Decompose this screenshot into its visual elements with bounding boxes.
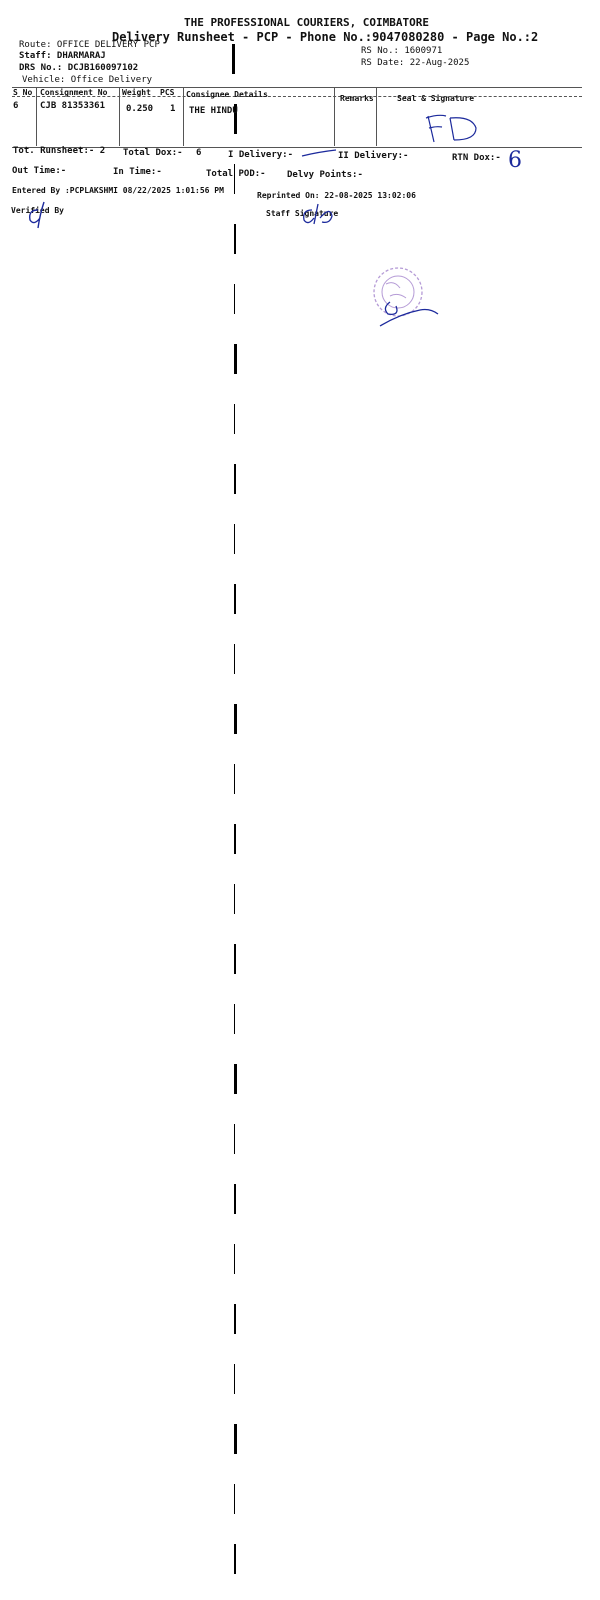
cell-pcs: 1 — [170, 104, 176, 114]
vehicle-label: Vehicle: Office Delivery — [22, 75, 153, 85]
runsheet-subtitle: Delivery Runsheet - PCP - Phone No.:9047080280 - Page No.:2 — [112, 30, 539, 44]
verified-signature — [22, 198, 58, 230]
column-header: Remarks — [340, 94, 374, 103]
ii-delivery-label: II Delivery:- — [338, 151, 409, 161]
rtn-dox-label: RTN Dox:- — [452, 153, 501, 163]
column-header: Seal & Signature — [397, 94, 475, 103]
pen-stroke — [300, 148, 340, 158]
cell-consignee: THE HINDU — [189, 106, 238, 116]
route-label: Route: OFFICE DELIVERY PCP — [19, 40, 160, 50]
staff-signature-mark — [298, 200, 342, 230]
col-divider — [119, 88, 120, 146]
col-divider — [36, 88, 37, 146]
company-name: THE PROFESSIONAL COURIERS, COIMBATORE — [184, 16, 430, 29]
cell-consignment: CJB 81353361 — [40, 101, 106, 111]
delivery-points-label: Delvy Points:- — [287, 170, 363, 180]
col-divider — [334, 88, 335, 146]
col-divider — [376, 88, 377, 146]
i-delivery-label: I Delivery:- — [228, 150, 294, 160]
in-time-label: In Time:- — [113, 167, 162, 177]
column-header: Consignment No — [40, 88, 108, 97]
seal-stamp — [360, 262, 450, 352]
total-dox-label: Total Dox:- — [123, 148, 183, 158]
verified-by: Verified By — [11, 206, 64, 215]
staff-signature-label: Staff Signature — [266, 209, 339, 218]
staff-label: Staff: DHARMARAJ — [19, 51, 106, 61]
cell-sno: 6 — [13, 101, 19, 111]
column-header: S No — [13, 88, 33, 97]
handwritten-signature — [420, 112, 490, 148]
rtn-handwritten-value: 6 — [508, 148, 522, 173]
total-pod-label: Total POD:- — [206, 169, 266, 179]
col-divider — [183, 88, 184, 146]
column-header: Consignee Details — [186, 90, 268, 99]
reprinted-on: Reprinted On: 22-08-2025 13:02:06 — [257, 191, 416, 200]
total-runsheet: Tot. Runsheet:- 2 — [13, 146, 106, 156]
total-dox-value: 6 — [196, 148, 202, 158]
cell-weight: 0.250 — [126, 104, 154, 114]
rs-date: RS Date: 22-Aug-2025 — [361, 58, 470, 68]
drs-number: DRS No.: DCJB160097102 — [19, 63, 139, 73]
out-time-label: Out Time:- — [12, 166, 67, 176]
column-header: Weight — [122, 88, 151, 97]
column-header: PCS — [160, 88, 175, 97]
entered-by: Entered By :PCPLAKSHMI 08/22/2025 1:01:56 PM — [12, 186, 224, 195]
barcode — [232, 44, 358, 74]
rs-number: RS No.: 1600971 — [361, 46, 443, 56]
